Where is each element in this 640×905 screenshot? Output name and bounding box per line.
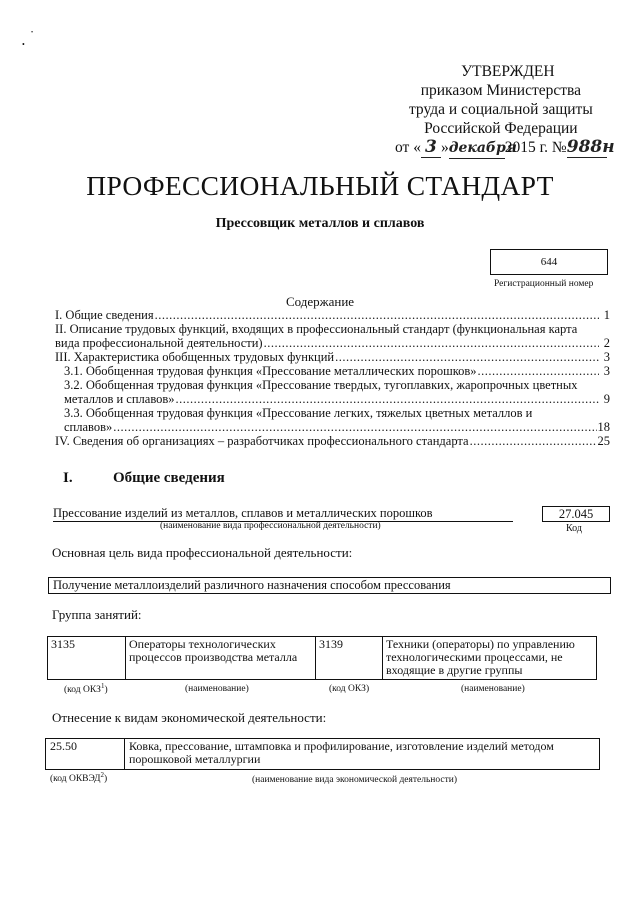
section-heading	[63, 470, 225, 487]
toc-item[interactable]: 3.2. Обобщенная трудовая функция «Прессование твердых, тугоплавких, жаропрочных цветных металлов и сплавов» ..... 9	[55, 378, 610, 406]
okved-code-cell: 25.50	[46, 739, 125, 770]
section-title: Общие сведения	[113, 470, 225, 486]
approval-line: труда и социальной защиты	[408, 101, 593, 118]
handwritten-month: декабря	[449, 139, 505, 159]
toc-page: 1	[603, 308, 610, 322]
toc-page: 9	[603, 392, 610, 406]
toc-item[interactable]: IV. Сведения об организациях – разработчиках профессионального стандарта ..... 25	[55, 434, 610, 448]
approval-date-line: от « 3 »декабря2015 г. №988н	[395, 137, 615, 157]
okved-name-caption: (наименование вида экономической деятельности)	[252, 775, 457, 785]
standard-name: Прессовщик металлов и сплавов	[215, 216, 425, 231]
approval-line: приказом Министерства	[420, 82, 582, 99]
activity-code-box: 27.045	[542, 506, 610, 522]
okz-name-cell: Техники (операторы) по управлению технологическими процессами, не входящие в другие группы	[383, 637, 597, 680]
goal-label: Основная цель вида профессиональной деятельности:	[52, 545, 353, 560]
table-row	[46, 739, 600, 770]
toc-page: 3	[603, 350, 610, 364]
okz-code-cell: 3139	[316, 637, 383, 680]
toc-page: 18	[597, 420, 610, 434]
approval-line: Российской Федерации	[424, 120, 578, 137]
okz-code-cell: 3135	[48, 637, 126, 680]
approval-block	[395, 62, 615, 159]
handwritten-order-number: 988н	[566, 137, 615, 157]
okz-name-caption: (наименование)	[461, 684, 525, 694]
toc-item[interactable]: 3.3. Обобщенная трудовая функция «Прессование легких, тяжелых цветных металлов и сплавов» ..... 18	[55, 406, 610, 434]
occupation-group-table	[47, 636, 597, 680]
activity-name-caption: (наименование вида профессиональной деятельности)	[160, 521, 381, 531]
registration-number-label: Регистрационный номер	[494, 279, 594, 289]
toc-page: 25	[597, 434, 610, 448]
occupation-group-label: Группа занятий:	[52, 607, 142, 622]
scan-speck: •	[22, 40, 25, 49]
toc-page: 3	[603, 364, 610, 378]
activity-code-caption: Код	[566, 523, 582, 534]
toc-heading: Содержание	[285, 294, 355, 309]
toc-item[interactable]: I. Общие сведения ..... 1	[55, 308, 610, 322]
toc-item[interactable]: 3.1. Обобщенная трудовая функция «Прессование металлических порошков» ..... 3	[55, 364, 610, 378]
toc-page: 2	[603, 336, 610, 350]
okz-code-caption: (код ОКЗ$^1$)	[64, 682, 108, 696]
okz-code-caption: (код ОКЗ)	[329, 684, 370, 694]
okved-name-cell: Ковка, прессование, штамповка и профилирование, изготовление изделий методом порошковой металлургии	[125, 739, 600, 770]
economic-activity-table	[45, 738, 600, 770]
goal-field: Получение металлоизделий различного назначения способом прессования	[48, 577, 611, 594]
economic-activity-label: Отнесение к видам экономической деятельности:	[52, 710, 327, 725]
activity-name-field: Прессование изделий из металлов, сплавов и металлических порошков	[53, 506, 513, 522]
scan-speck: •	[31, 30, 34, 36]
okved-code-caption: (код ОКВЭД$^2$)	[50, 771, 108, 785]
document-title: ПРОФЕССИОНАЛЬНЫЙ СТАНДАРТ	[86, 170, 554, 201]
okz-name-cell: Операторы технологических процессов производства металла	[126, 637, 316, 680]
section-number: I.	[63, 470, 73, 486]
registration-number-box: 644	[490, 249, 608, 275]
table-row	[48, 637, 597, 680]
toc-item[interactable]: II. Описание трудовых функций, входящих в профессиональный стандарт (функциональная карта вида профессиональной деятельности) ..... 2	[55, 322, 610, 350]
handwritten-day: 3	[421, 138, 441, 158]
toc-item[interactable]: III. Характеристика обобщенных трудовых функций ..... 3	[55, 350, 610, 364]
okz-name-caption: (наименование)	[185, 684, 249, 694]
table-of-contents	[55, 308, 610, 448]
approval-line: УТВЕРЖДЕН	[461, 63, 555, 80]
